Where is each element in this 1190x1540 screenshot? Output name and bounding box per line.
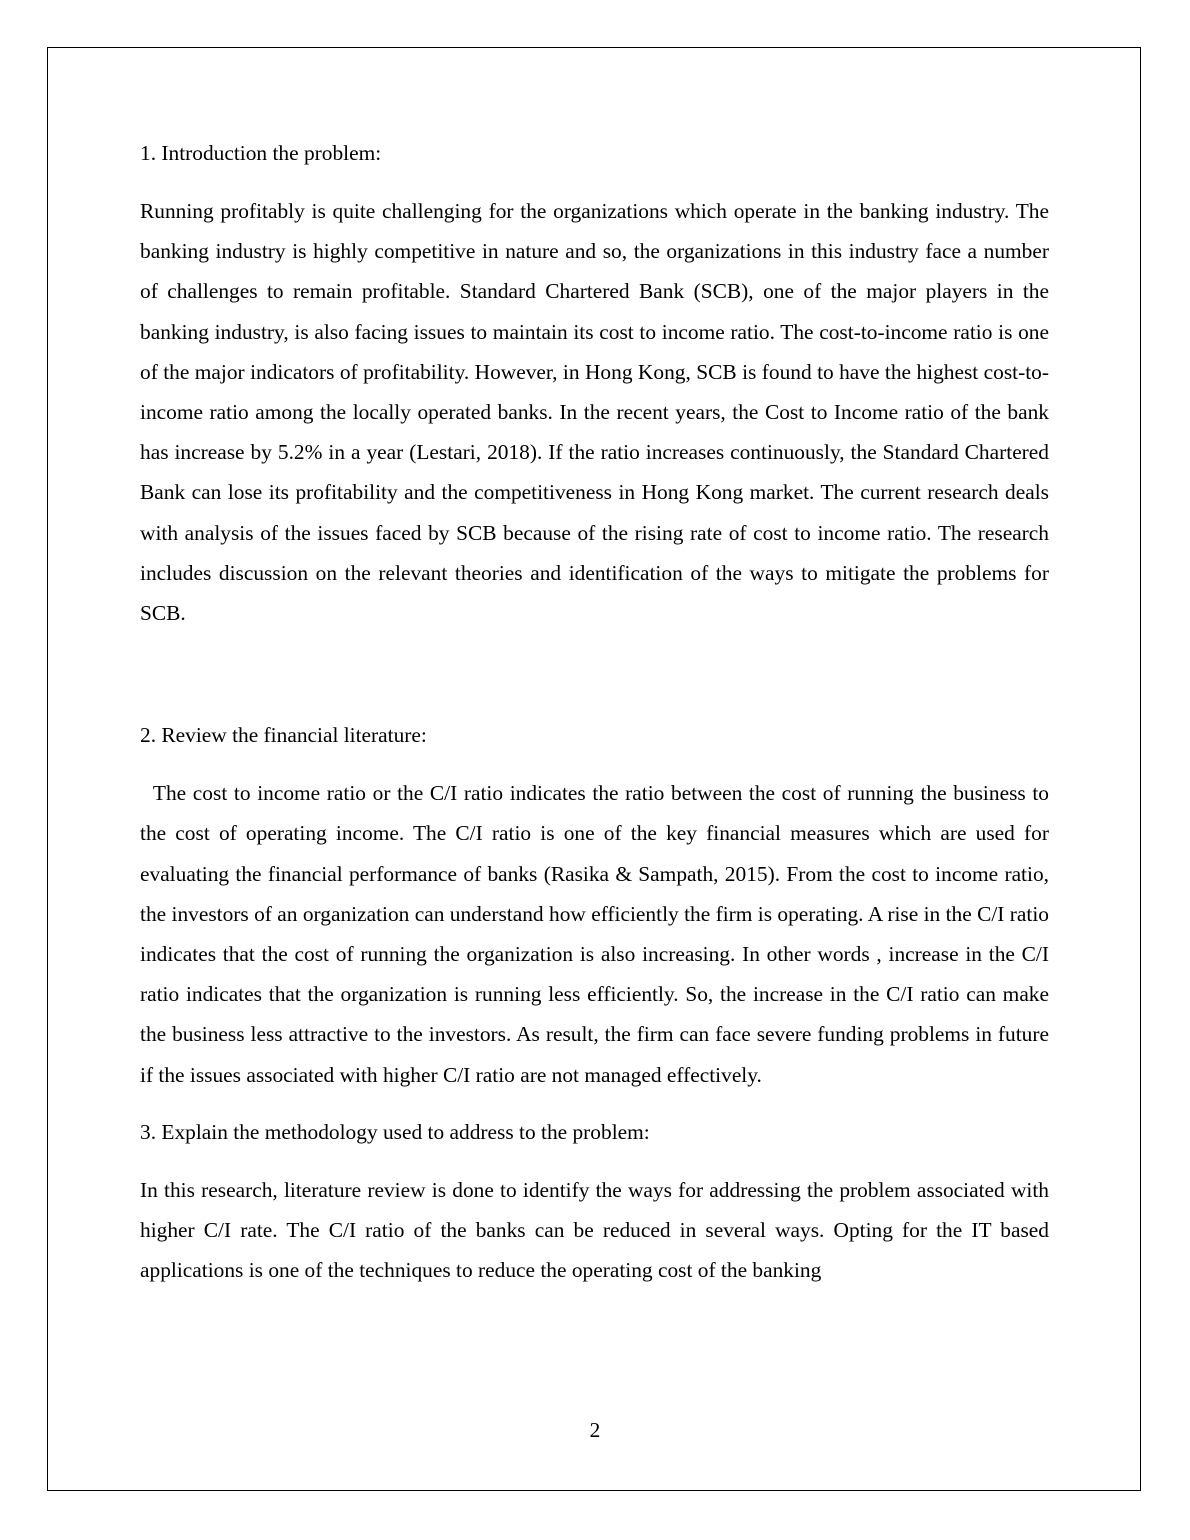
section-heading-methodology: 3. Explain the methodology used to address to the problem: xyxy=(140,1119,650,1144)
page-number: 2 xyxy=(589,1418,601,1442)
section-body-methodology: In this research, literature review is done to identify the ways for addressing the problem associated with higher C/I rate. The C/I ratio of the banks can be reduced in several ways. Opting for the IT based applications is one of the techniques to reduce the operating cost of the banking xyxy=(140,1177,1049,1283)
section-heading-literature-review: 2. Review the financial literature: xyxy=(140,723,427,748)
section-heading-introduction: 1. Introduction the problem: xyxy=(140,141,382,165)
section-body-literature-review: The cost to income ratio or the C/I ratio indicates the ratio between the cost of running the business to the cost of operating income. The C/I ratio is one of the key financial measures which are used for evaluating the financial performance of banks (Rasika & Sampath, 2015). From the cost to income ratio, the investors of an organization can understand how efficiently the firm is operating. A rise in the C/I ratio indicates that the cost of running the organization is also increasing. In other words , increase in the C/I ratio indicates that the organization is running less efficiently. So, the increase in the C/I ratio can make the business less attractive to the investors. As result, the firm can face severe funding problems in future if the issues associated with higher C/I ratio are not managed effectively. xyxy=(140,781,1049,1087)
page-content xyxy=(140,136,1049,1290)
section-body-introduction: Running profitably is quite challenging for the organizations which operate in the banking industry. The banking industry is highly competitive in nature and so, the organizations in this industry face a number of challenges to remain profitable. Standard Chartered Bank (SCB), one of the major players in the banking industry, is also facing issues to maintain its cost to income ratio. The cost-to-income ratio is one of the major indicators of profitability. However, in Hong Kong, SCB is found to have the highest cost-to-income ratio among the locally operated banks. In the recent years, the Cost to Income ratio of the bank has increase by 5.2% in a year (Lestari, 2018). If the ratio increases continuously, the Standard Chartered Bank can lose its profitability and the competitiveness in Hong Kong market. The current research deals with analysis of the issues faced by SCB because of the rising rate of cost to income ratio. The research includes discussion on the relevant theories and identification of the ways to mitigate the problems for SCB. xyxy=(140,199,1049,626)
